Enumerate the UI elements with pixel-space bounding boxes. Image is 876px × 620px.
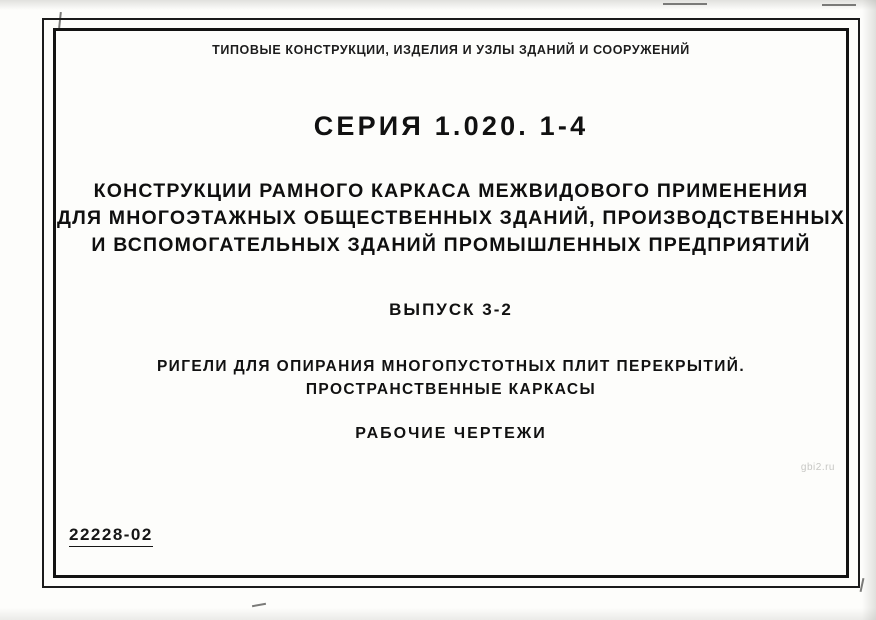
series-number: СЕРИЯ 1.020. 1-4 bbox=[313, 111, 589, 141]
watermark-label: gbi2.ru bbox=[800, 462, 835, 473]
subject-line: ПРОСТРАНСТВЕННЫЕ КАРКАСЫ bbox=[305, 381, 597, 398]
title-sheet bbox=[53, 28, 849, 578]
scan-artifact-mark bbox=[822, 4, 856, 6]
scan-edge-shadow-bottom bbox=[0, 608, 876, 620]
scan-edge-shadow-top bbox=[0, 0, 876, 10]
document-kicker: ТИПОВЫЕ КОНСТРУКЦИИ, ИЗДЕЛИЯ И УЗЛЫ ЗДАНИЙ И СООРУЖЕНИЙ bbox=[212, 43, 690, 57]
document-subject bbox=[53, 355, 849, 401]
document-kind: РАБОЧИЕ ЧЕРТЕЖИ bbox=[355, 425, 547, 442]
document-code: 22228-02 bbox=[69, 525, 153, 547]
document-title bbox=[53, 178, 849, 259]
scan-artifact-mark bbox=[252, 603, 266, 607]
scan-artifact-mark bbox=[663, 3, 707, 5]
title-line: И ВСПОМОГАТЕЛЬНЫХ ЗДАНИЙ ПРОМЫШЛЕННЫХ ПРЕДПРИЯТИЙ bbox=[91, 234, 811, 256]
issue-number: ВЫПУСК 3-2 bbox=[389, 300, 513, 319]
title-line: ДЛЯ МНОГОЭТАЖНЫХ ОБЩЕСТВЕННЫХ ЗДАНИЙ, ПРОИЗВОДСТВЕННЫХ bbox=[56, 207, 846, 229]
scan-edge-shadow-right bbox=[862, 0, 876, 620]
subject-line: РИГЕЛИ ДЛЯ ОПИРАНИЯ МНОГОПУСТОТНЫХ ПЛИТ ПЕРЕКРЫТИЙ. bbox=[156, 358, 746, 375]
title-line: КОНСТРУКЦИИ РАМНОГО КАРКАСА МЕЖВИДОВОГО ПРИМЕНЕНИЯ bbox=[93, 180, 809, 202]
